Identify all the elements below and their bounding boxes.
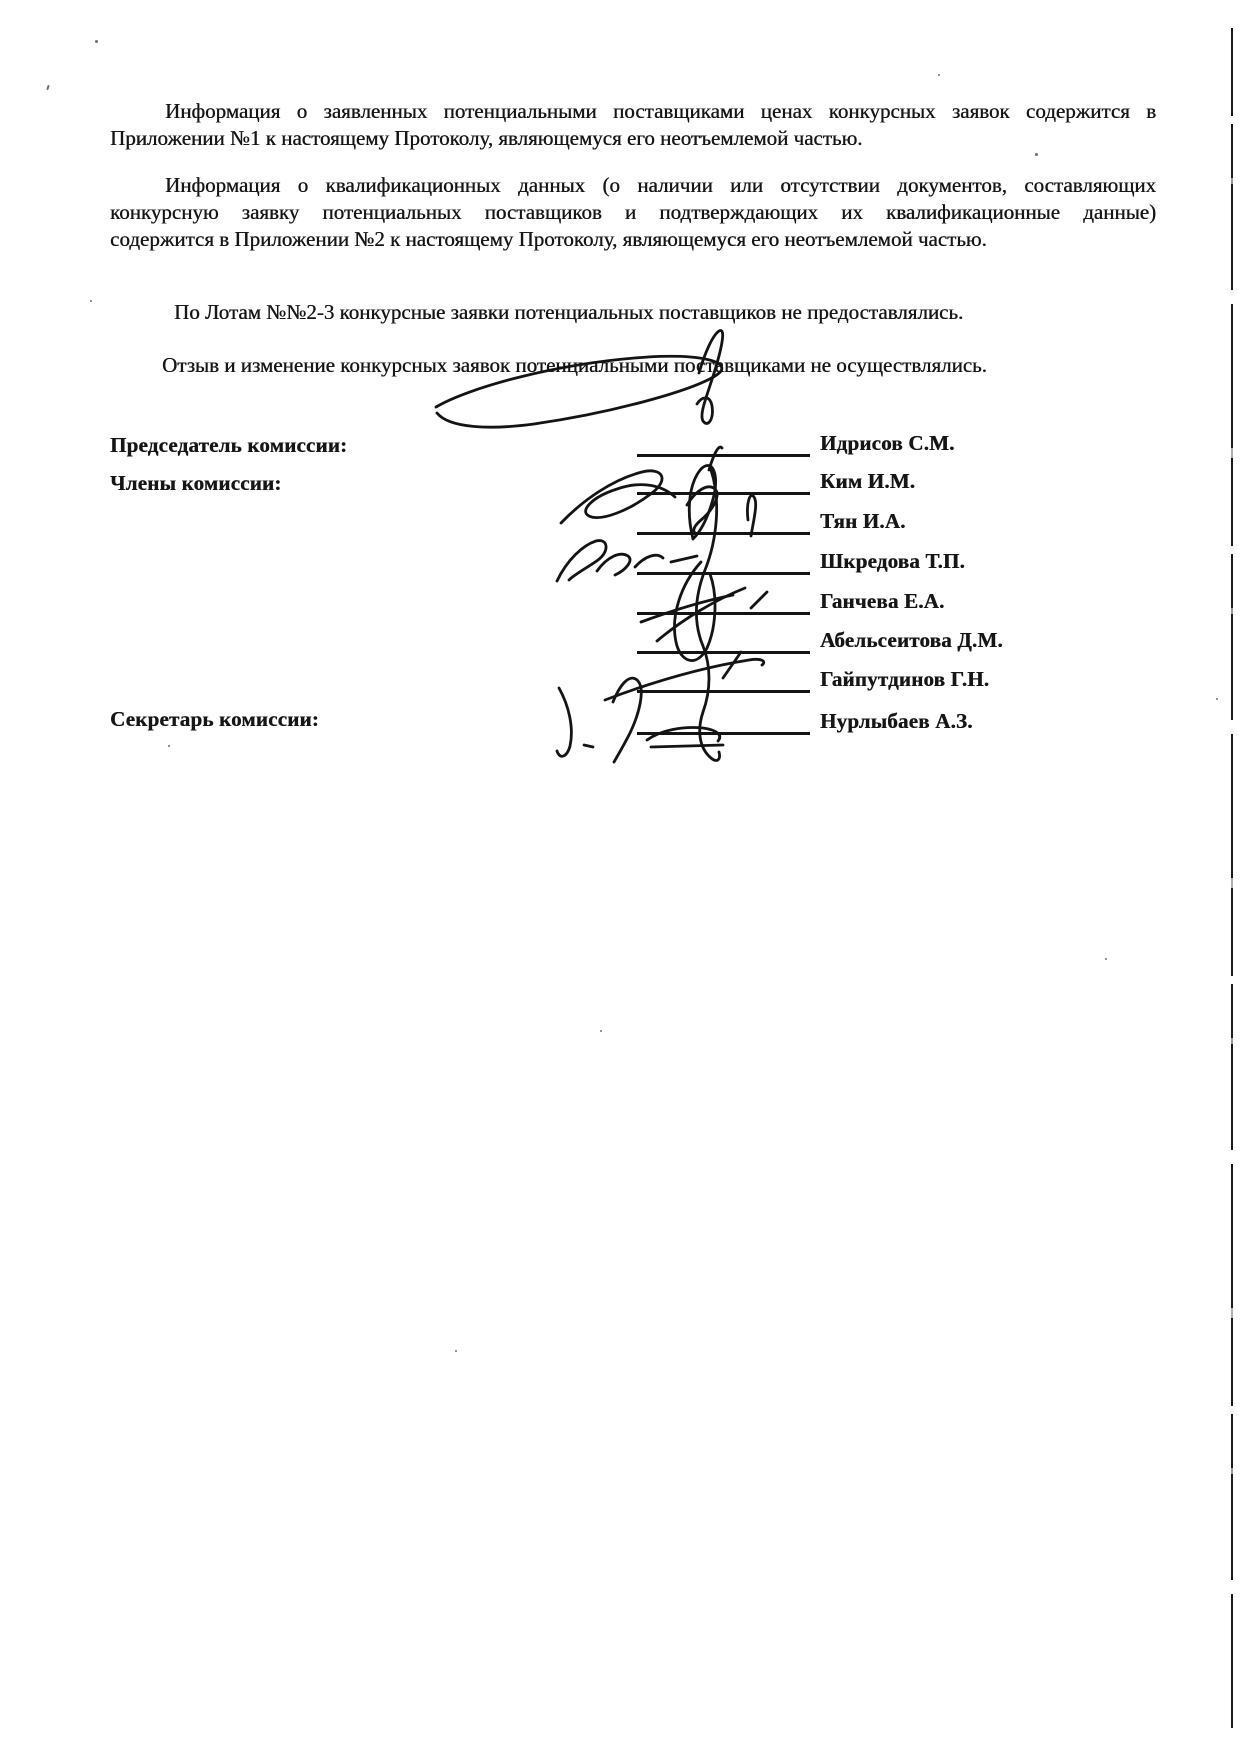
scan-speck [46,85,49,90]
paragraph-3-line-1: По Лотам №№2-3 конкурсные заявки потенциальных поставщиков не предоставлялись. [174,300,964,324]
signatory-name: Шкредова Т.П. [820,549,965,573]
members-label: Члены комиссии: [110,471,282,495]
chairman-label: Председатель комиссии: [110,433,348,457]
scan-speck [95,40,98,43]
scan-speck [600,1030,602,1032]
signatory-name: Абельсеитова Д.М. [820,628,1003,652]
signatory-name: Ким И.М. [820,469,916,493]
paragraph-2-line-3: содержится в Приложении №2 к настоящему Протоколу, являющемуся его неотъемлемой частью. [110,227,987,251]
scan-speck [1105,958,1107,960]
paragraph-1-line-1: Информация о заявленных потенциальными поставщиками ценах конкурсных заявок содержится в [165,99,1156,123]
signature-stroke-nurlybaev [557,678,723,762]
signature-stroke-kim [561,471,756,536]
signatory-name: Тян И.А. [820,509,906,533]
signatory-name: Гайпутдинов Г.Н. [820,667,990,691]
secretary-label: Секретарь комиссии: [110,707,319,731]
signatures-ink [400,300,830,780]
scan-speck [90,300,92,302]
paragraph-2 [110,172,1156,253]
signatory-name: Нурлыбаев А.З. [820,709,973,733]
signatory-name: Идрисов С.М. [820,431,955,455]
paragraph-1-line-2: Приложении №1 к настоящему Протоколу, являющемуся его неотъемлемой частью. [110,126,863,150]
paragraph-1 [110,98,1156,152]
signature-stroke-shkredova [557,541,697,581]
paragraph-2-line-2: конкурсную заявку потенциальных поставщиков и подтверждающих их квалификационные данные) [110,200,1156,224]
scan-speck [1035,153,1038,156]
scan-speck [938,74,940,76]
scan-speck [455,1350,457,1352]
scan-speck [168,745,170,747]
signatory-name: Ганчева Е.А. [820,589,945,613]
signature-stroke-chairman-flourish [697,330,723,423]
paragraph-4-line-1: Отзыв и изменение конкурсных заявок потенциальными поставщиками не осуществлялись. [162,353,987,377]
scan-speck [1216,698,1218,700]
signature-stroke-chairman-loop [436,356,722,427]
scan-edge-artifact [1231,28,1233,1728]
paragraph-2-line-1: Информация о квалификационных данных (о наличии или отсутствии документов, составляющих [165,173,1156,197]
